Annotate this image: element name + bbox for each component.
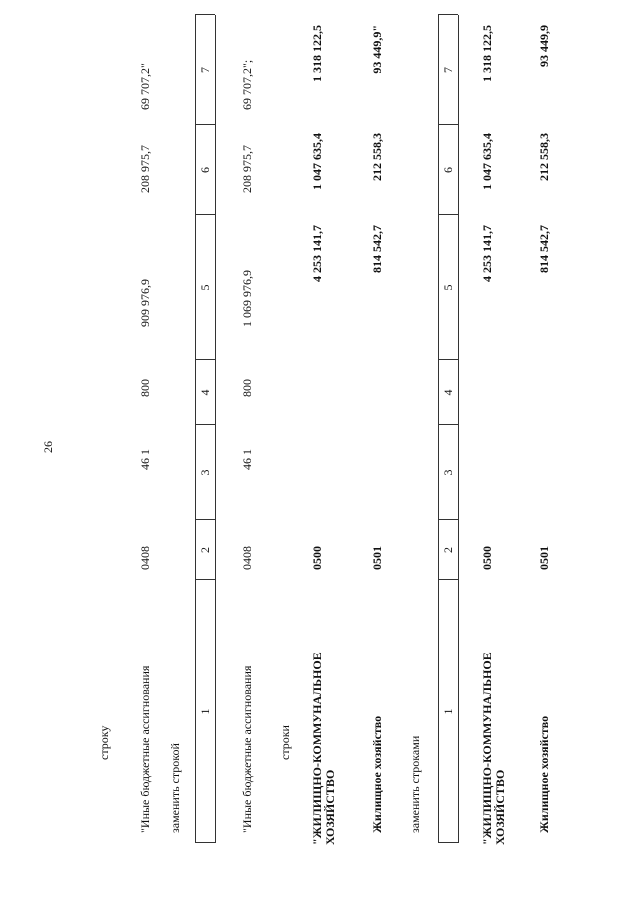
table1-header-7: 7 bbox=[198, 67, 212, 73]
table1-header-4: 4 bbox=[198, 389, 212, 396]
table2-header-7: 7 bbox=[441, 67, 455, 73]
section-c-c2: 0500 bbox=[480, 546, 494, 570]
table2-header-2: 2 bbox=[441, 547, 455, 553]
table2-header-4: 4 bbox=[441, 389, 455, 396]
section-c-name-line1: "ЖИЛИЩНО-КОММУНАЛЬНОЕ bbox=[480, 652, 494, 845]
replaced-row-c2: 0408 bbox=[240, 546, 254, 570]
section-d-c7: 93 449,9 bbox=[537, 25, 551, 67]
table2-header-5: 5 bbox=[441, 284, 455, 291]
section-c-c7: 1 318 122,5 bbox=[480, 25, 494, 82]
table2-header-1: 1 bbox=[441, 708, 455, 715]
replaced-row-c7: 69 707,2"; bbox=[240, 59, 254, 110]
section-c-c5: 4 253 141,7 bbox=[480, 225, 494, 282]
table1-header-3: 3 bbox=[198, 469, 212, 476]
original-row-name: "Иные бюджетные ассигнования bbox=[138, 665, 152, 833]
section-b-c7: 93 449,9" bbox=[370, 25, 384, 74]
table1-top-line bbox=[195, 15, 196, 843]
original-row-c2: 0408 bbox=[138, 546, 152, 570]
section-b-c5: 814 542,7 bbox=[370, 225, 384, 273]
section-c-name-line2: ХОЗЯЙСТВО bbox=[493, 769, 507, 845]
section-d-name: Жилищное хозяйство bbox=[537, 715, 551, 833]
section-a-c2: 0500 bbox=[310, 546, 324, 570]
original-row-c5: 909 976,9 bbox=[138, 279, 152, 327]
intro-text: строку bbox=[97, 725, 111, 760]
replaced-row-c5: 1 069 976,9 bbox=[240, 270, 254, 327]
section-a-name-line2: ХОЗЯЙСТВО bbox=[323, 769, 337, 845]
table1-header-1: 1 bbox=[198, 708, 212, 715]
section-a-name-line1: "ЖИЛИЩНО-КОММУНАЛЬНОЕ bbox=[310, 652, 324, 845]
section-d-c2: 0501 bbox=[537, 546, 551, 570]
table1-header-5: 5 bbox=[198, 284, 212, 291]
section-c-c6: 1 047 635,4 bbox=[480, 133, 494, 190]
table2-header-line bbox=[458, 15, 459, 843]
table1-header-line bbox=[215, 15, 216, 843]
replaced-row-c6: 208 975,7 bbox=[240, 145, 254, 193]
original-row-c4: 800 bbox=[138, 379, 152, 397]
page-number: 26 bbox=[41, 441, 55, 453]
section-b-c6: 212 558,3 bbox=[370, 133, 384, 181]
replaced-row-c4: 800 bbox=[240, 379, 254, 397]
table2-header-3: 3 bbox=[441, 469, 455, 476]
original-row-c6: 208 975,7 bbox=[138, 145, 152, 193]
section-a-c5: 4 253 141,7 bbox=[310, 225, 324, 282]
table1-header-2: 2 bbox=[198, 547, 212, 553]
table1-header-6: 6 bbox=[198, 167, 212, 173]
table2-top-line bbox=[438, 15, 439, 843]
original-row-c7: 69 707,2" bbox=[138, 63, 152, 110]
table2-header-6: 6 bbox=[441, 167, 455, 173]
section-b-c2: 0501 bbox=[370, 546, 384, 570]
replaced-row-name: "Иные бюджетные ассигнования bbox=[240, 665, 254, 833]
replace-multi-label: заменить строками bbox=[408, 735, 422, 833]
section-a-c7: 1 318 122,5 bbox=[310, 25, 324, 82]
replaced-row-c3: 46 1 bbox=[240, 449, 254, 470]
section-b-name: Жилищное хозяйство bbox=[370, 715, 384, 833]
section-d-c5: 814 542,7 bbox=[537, 225, 551, 273]
rows-label: строки bbox=[278, 725, 292, 760]
replace-single-label: заменить строкой bbox=[168, 743, 182, 833]
original-row-c3: 46 1 bbox=[138, 449, 152, 470]
section-a-c6: 1 047 635,4 bbox=[310, 133, 324, 190]
section-d-c6: 212 558,3 bbox=[537, 133, 551, 181]
